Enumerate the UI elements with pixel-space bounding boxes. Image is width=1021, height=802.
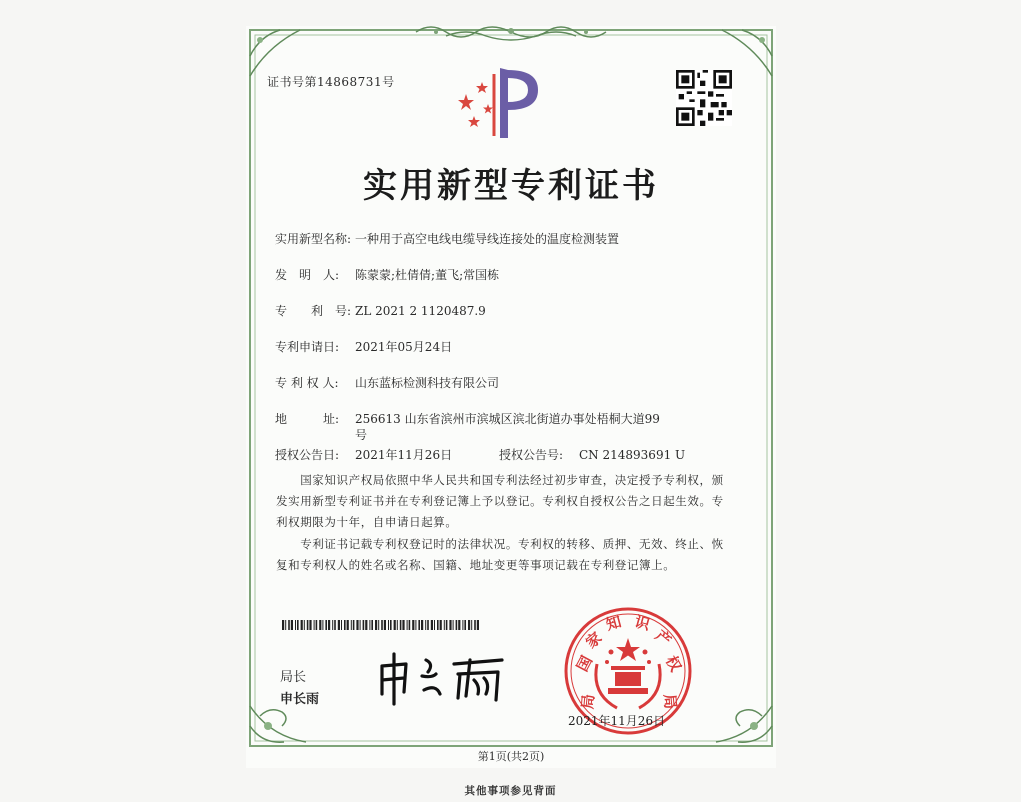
barcode-bar: [314, 620, 315, 630]
field-value: 陈蒙蒙;杜倩倩;董飞;常国栋: [355, 268, 500, 282]
barcode-bar: [444, 620, 445, 630]
field-value: CN 214893691 U: [579, 448, 686, 462]
barcode-bar: [356, 620, 358, 630]
seal-char: 局: [578, 693, 598, 710]
barcode-bar: [449, 620, 451, 630]
barcode-bar: [341, 620, 342, 630]
barcode-bar: [332, 620, 333, 630]
field-label: 授权公告号:: [499, 448, 564, 462]
barcode-bar: [295, 620, 296, 630]
field-announce-date: [275, 446, 452, 463]
barcode-bar: [319, 620, 321, 630]
barcode-bar: [334, 620, 336, 630]
footer-note: 其他事项参见背面: [464, 785, 557, 797]
grant-paragraph: 国家知识产权局依照中华人民共和国专利法经过初步审查，决定授予专利权，颁发实用新型专利证书并在专利登记簿上予以登记。专利权自授权公告之日起生效。专利权期限为十年，自申请日起算。: [276, 473, 724, 529]
field-value: 山东蓝标检测科技有限公司: [355, 376, 500, 390]
barcode-bar: [402, 620, 404, 630]
field-label: 地 址:: [275, 412, 340, 426]
barcode-bar: [440, 620, 442, 630]
barcode-bar: [427, 620, 429, 630]
barcode-bar: [394, 620, 396, 630]
barcode-bar: [381, 620, 383, 630]
barcode-icon: [282, 620, 482, 630]
field-patent-number: [275, 302, 486, 319]
barcode-bar: [363, 620, 365, 630]
patent-certificate: [246, 26, 776, 768]
field-value: 一种用于高空电线电缆导线连接处的温度检测装置: [355, 232, 620, 246]
seal-char: 权: [661, 652, 685, 675]
barcode-bar: [431, 620, 433, 630]
signatory-title: 局长: [280, 670, 307, 685]
barcode-bar: [468, 620, 470, 630]
barcode-bar: [375, 620, 377, 630]
seal-char: 国: [573, 652, 597, 675]
barcode-bar: [409, 620, 411, 630]
barcode-bar: [325, 620, 327, 630]
barcode-bar: [458, 620, 460, 630]
barcode-bar: [390, 620, 392, 630]
barcode-bar: [421, 620, 423, 630]
patent-logo-icon: [456, 64, 548, 142]
barcode-bar: [462, 620, 463, 630]
qr-code-icon: [676, 70, 732, 126]
barcode-bar: [425, 620, 426, 630]
barcode-bar: [415, 620, 416, 630]
field-address: [275, 410, 660, 427]
barcode-bar: [322, 620, 323, 630]
barcode-bar: [360, 620, 361, 630]
field-inventors: [275, 266, 499, 283]
signature-icon: [374, 646, 514, 706]
signatory-name: 申长雨: [280, 692, 320, 707]
field-value: 2021年05月24日: [355, 340, 453, 354]
field-utility-model-name: [275, 230, 619, 247]
barcode-bar: [384, 620, 386, 630]
barcode-bar: [291, 620, 293, 630]
barcode-bar: [309, 620, 311, 630]
barcode-bar: [477, 620, 479, 630]
barcode-bar: [453, 620, 454, 630]
barcode-bar: [297, 620, 299, 630]
barcode-bar: [344, 620, 346, 630]
barcode-bar: [353, 620, 355, 630]
barcode-bar: [456, 620, 458, 630]
barcode-bar: [407, 620, 408, 630]
field-label: 专 利 号:: [275, 304, 352, 318]
barcode-bar: [446, 620, 448, 630]
barcode-bar: [288, 620, 290, 630]
barcode-bar: [338, 620, 340, 630]
legal-status-paragraph: 专利证书记载专利权登记时的法律状况。专利权的转移、质押、无效、终止、恢复和专利权人的姓名或名称、国籍、地址变更等事项记载在专利登记簿上。: [276, 537, 724, 572]
field-value: 2021年11月26日: [355, 448, 453, 462]
barcode-bar: [347, 620, 349, 630]
barcode-bar: [378, 620, 379, 630]
field-address-continuation: 号: [355, 428, 368, 442]
barcode-bar: [351, 620, 352, 630]
barcode-bar: [316, 620, 318, 630]
field-value: 256613 山东省滨州市滨城区滨北街道办事处梧桐大道99: [355, 412, 660, 426]
barcode-bar: [369, 620, 370, 630]
barcode-bar: [400, 620, 402, 630]
barcode-bar: [304, 620, 305, 630]
barcode-bar: [301, 620, 303, 630]
barcode-bar: [388, 620, 389, 630]
barcode-bar: [437, 620, 439, 630]
barcode-bar: [282, 620, 284, 630]
field-label: 实用新型名称:: [275, 232, 352, 246]
barcode-bar: [412, 620, 414, 630]
field-label: 专 利 权 人:: [275, 376, 339, 390]
field-label: 授权公告日:: [275, 448, 340, 462]
seal-date: 2021年11月26日: [568, 714, 666, 728]
certificate-number: 证书号第14868731号: [267, 75, 395, 89]
barcode-bar: [434, 620, 435, 630]
page-number: 第1页(共2页): [477, 750, 545, 763]
seal-char: 识: [632, 612, 652, 634]
seal-char: 产: [651, 626, 675, 650]
seal-char: 局: [660, 693, 680, 710]
barcode-bar: [471, 620, 472, 630]
barcode-bar: [285, 620, 286, 630]
certificate-title: 实用新型专利证书: [363, 166, 659, 206]
field-value: ZL 2021 2 1120487.9: [355, 304, 486, 318]
field-announce-number: [499, 446, 685, 463]
barcode-bar: [474, 620, 476, 630]
field-filing-date: [275, 338, 452, 355]
barcode-bar: [307, 620, 309, 630]
field-label: 专利申请日:: [275, 340, 340, 354]
seal-char: 家: [582, 628, 606, 652]
barcode-bar: [371, 620, 373, 630]
field-label: 发 明 人:: [275, 268, 340, 282]
barcode-bar: [397, 620, 398, 630]
field-patentee: [275, 374, 499, 391]
seal-char: 知: [604, 612, 624, 634]
barcode-bar: [464, 620, 466, 630]
barcode-bar: [418, 620, 420, 630]
barcode-bar: [365, 620, 367, 630]
barcode-bar: [328, 620, 330, 630]
